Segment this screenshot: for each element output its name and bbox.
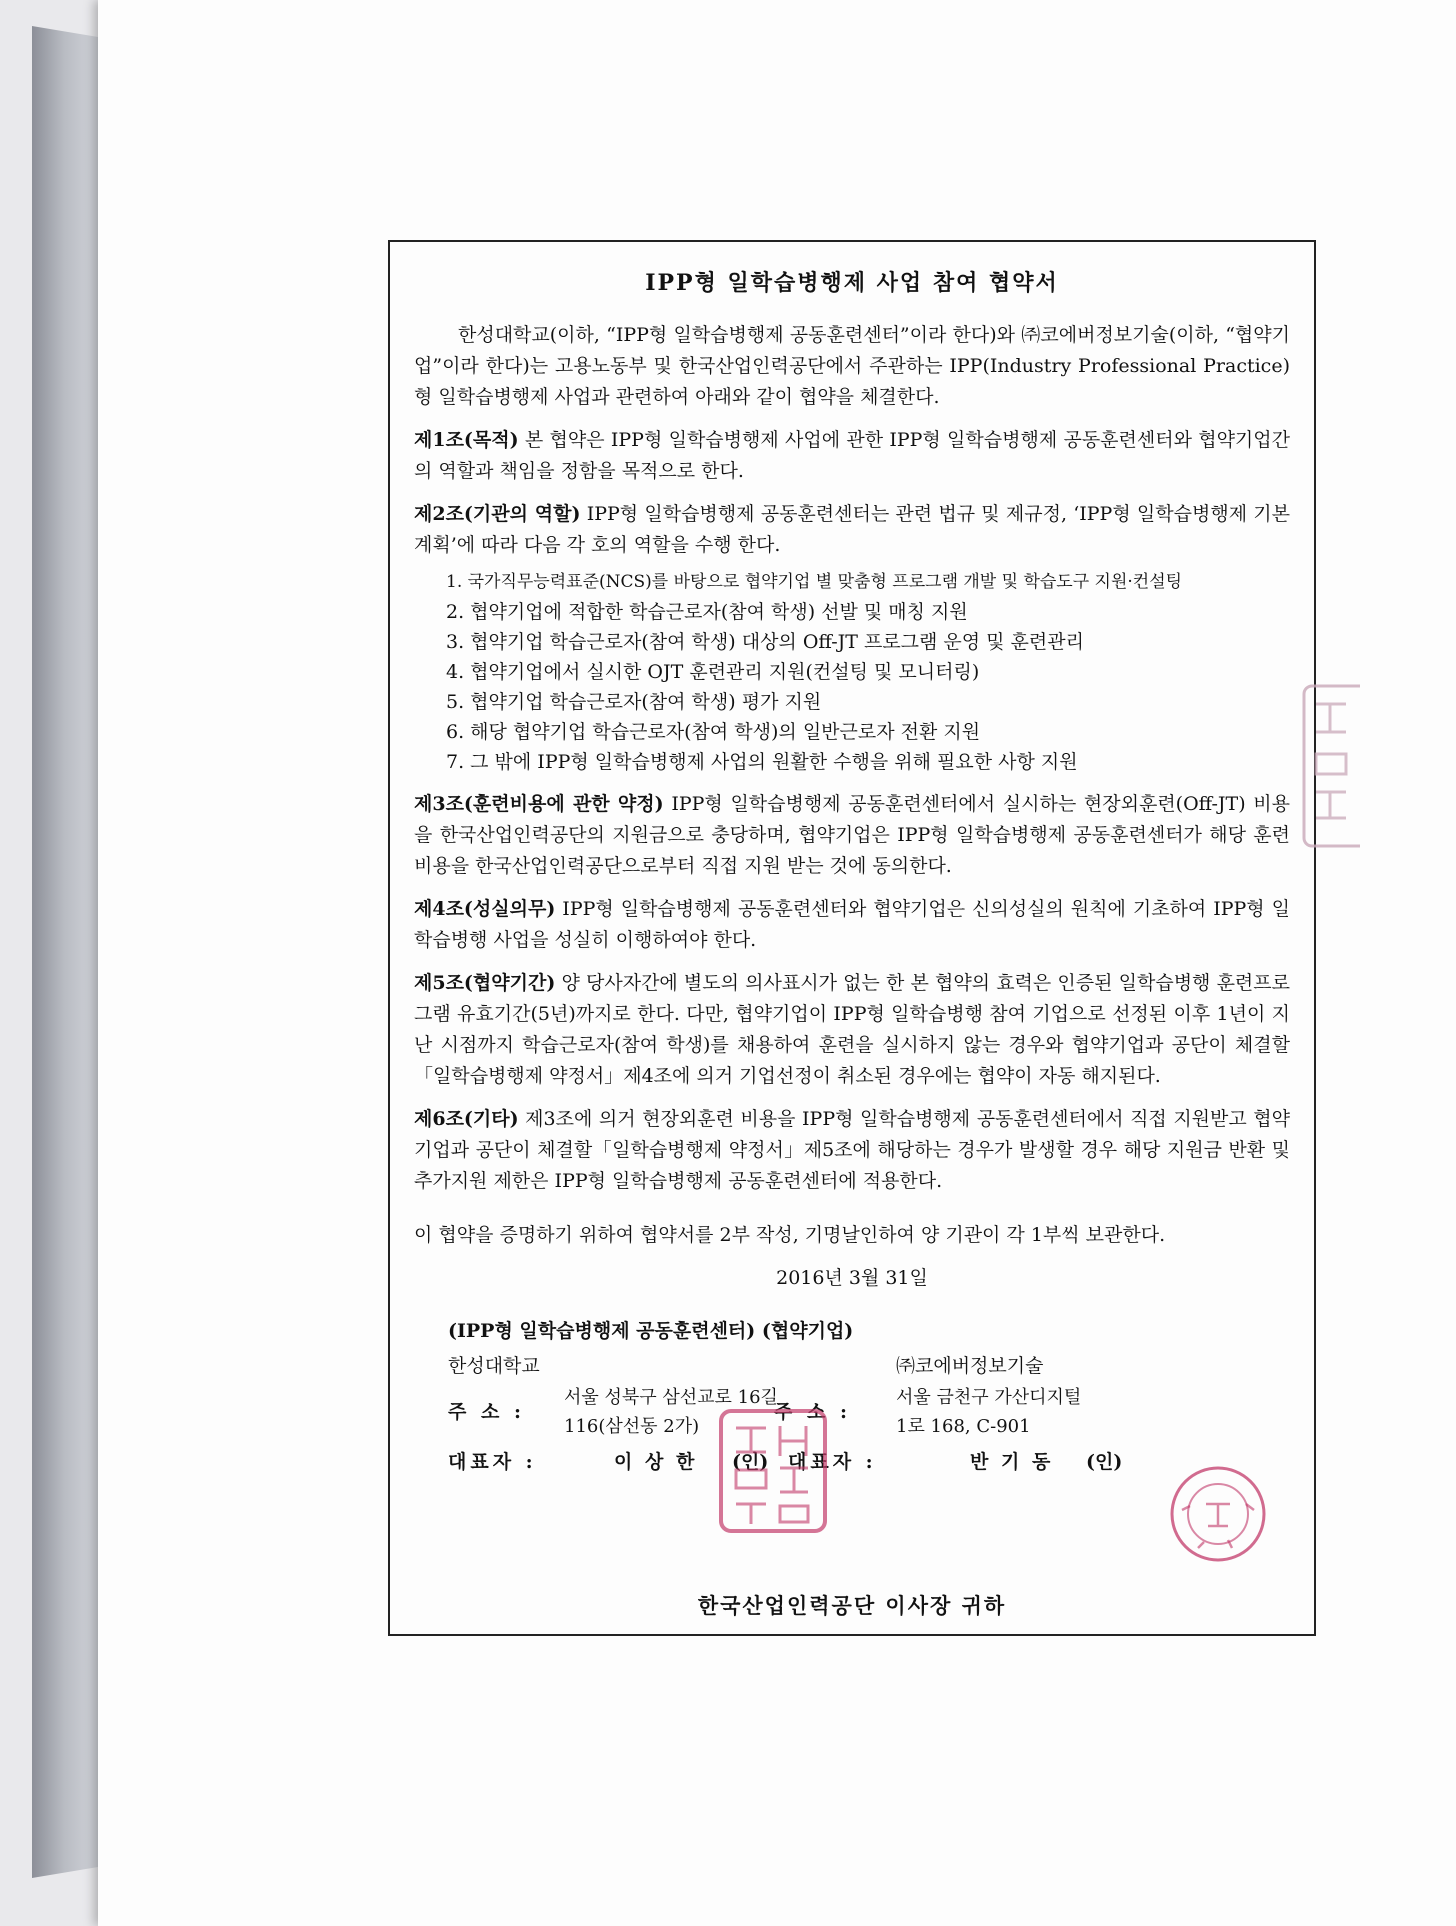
article-2: [414, 499, 1290, 561]
list-item: 5. 협약기업 학습근로자(참여 학생) 평가 지원: [446, 691, 822, 713]
article-heading: 제6조(기타): [414, 1108, 519, 1130]
document-title: IPP형 일학습병행제 사업 참여 협약서: [645, 270, 1059, 296]
address-row: [414, 1383, 1290, 1441]
center-rep-name: 이 상 한: [614, 1451, 698, 1473]
list-item: 1. 국가직무능력표준(NCS)를 바탕으로 협약기업 별 맞춤형 프로그램 개발 및 학습도구 지원·컨설팅: [446, 572, 1183, 592]
article-heading: 제1조(목적): [414, 429, 519, 451]
article-text: 제3조에 의거 현장외훈련 비용을 IPP형 일학습병행제 공동훈련센터에서 직접 지원받고 협약기업과 공단이 체결할「일학습병행제 약정서」제5조에 해당하는 경우가 발생할 경우 해당 지원금 반환 및 추가지원 제한은 IPP형 일학습병행제 공동훈련센터에 적용한다.: [414, 1108, 1290, 1192]
company-name: ㈜코에버정보기술: [896, 1355, 1044, 1377]
company-seal-stamp: [1168, 1464, 1268, 1564]
article-heading: 제3조(훈련비용에 관한 약정): [414, 793, 664, 815]
university-seal-stamp: [718, 1408, 828, 1534]
list-item: 4. 협약기업에서 실시한 OJT 훈련관리 지원(컨설팅 및 모니터링): [446, 661, 980, 683]
article-5: [414, 968, 1290, 1092]
article-text: IPP형 일학습병행제 공동훈련센터에서 실시하는 현장외훈련(Off-JT) 비용을 한국산업인력공단의 지원금으로 충당하며, 협약기업은 IPP형 일학습병행제 공동훈련센터가 해당 훈련비용을 한국산업인력공단으로부터 직접 지원 받는 것에 동의한다.: [414, 793, 1291, 877]
closing-statement: 이 협약을 증명하기 위하여 협약서를 2부 작성, 기명날인하여 양 기관이 각 1부씩 보관한다.: [414, 1224, 1166, 1246]
article-1: [414, 425, 1290, 487]
center-rep-label: 대표자 :: [448, 1451, 537, 1473]
article-text: 양 당사자간에 별도의 의사표시가 없는 한 본 협약의 효력은 인증된 일학습병행 훈련프로그램 유효기간(5년)까지로 한다. 다만, 협약기업이 IPP형 일학습병행 참여 기업으로 선정된 이후 1년이 지난 시점까지 학습근로자(참여 학생)를 채용하여 훈련을 실시하지 않는 경우와 협약기업과 공단이 체결할「일학습병행제 약정서」제4조에 의거 기업선정이 취소된 경우에는 협약이 자동 해지된다.: [414, 972, 1290, 1087]
role-list: [414, 567, 1290, 777]
company-address-line1: 서울 금천구 가산디지털: [896, 1387, 1082, 1408]
list-item: 2. 협약기업에 적합한 학습근로자(참여 학생) 선발 및 매칭 지원: [446, 601, 968, 623]
list-item: 6. 해당 협약기업 학습근로자(참여 학생)의 일반근로자 전환 지원: [446, 721, 981, 743]
company-address: [896, 1383, 1081, 1441]
agreement-date: 2016년 3월 31일: [776, 1267, 928, 1289]
company-seal-mark: (인): [1086, 1451, 1123, 1473]
company-address-line2: 1로 168, C-901: [896, 1416, 1031, 1437]
partial-seal-stamp: [1298, 682, 1360, 852]
center-address-line2: 116(삼선동 2가): [564, 1416, 700, 1437]
company-rep-name: 반 기 동: [970, 1451, 1054, 1473]
book-edge: [32, 26, 104, 1878]
parties-heading: (IPP형 일학습병행제 공동훈련센터) (협약기업): [448, 1320, 854, 1342]
center-seal-mark: (인): [732, 1451, 769, 1473]
agreement-frame: [388, 240, 1316, 1636]
center-address-label: 주 소 :: [448, 1401, 525, 1423]
article-3: [414, 789, 1290, 882]
article-6: [414, 1104, 1290, 1197]
article-text: IPP형 일학습병행제 공동훈련센터와 협약기업은 신의성실의 원칙에 기초하여 IPP형 일학습병행 사업을 성실히 이행하여야 한다.: [414, 898, 1290, 951]
intro-paragraph: 한성대학교(이하, “IPP형 일학습병행제 공동훈련센터”이라 한다)와 ㈜코에버정보기술(이하, “협약기업”이라 한다)는 고용노동부 및 한국산업인력공단에서 주관하는 IPP(Industry Professional Practice)형 일학습병행제 사업과 관련하여 아래와 같이 협약을 체결한다.: [414, 324, 1290, 408]
party-names-row: [414, 1351, 1290, 1383]
recipient-line: 한국산업인력공단 이사장 귀하: [697, 1593, 1007, 1618]
representative-row: [414, 1447, 1290, 1479]
article-text: IPP형 일학습병행제 공동훈련센터는 관련 법규 및 제규정, ‘IPP형 일학습병행제 기본 계획’에 따라 다음 각 호의 역할을 수행 한다.: [414, 503, 1290, 556]
company-address-label: 주 소 :: [774, 1401, 851, 1423]
document-body: [414, 320, 1290, 1479]
article-text: 본 협약은 IPP형 일학습병행제 사업에 관한 IPP형 일학습병행제 공동훈련센터와 협약기업간의 역할과 책임을 정함을 목적으로 한다.: [414, 429, 1290, 482]
list-item: 3. 협약기업 학습근로자(참여 학생) 대상의 Off-JT 프로그램 운영 및 훈련관리: [446, 631, 1084, 653]
article-heading: 제5조(협약기간): [414, 972, 556, 994]
article-heading: 제4조(성실의무): [414, 898, 556, 920]
center-name: 한성대학교: [448, 1355, 540, 1377]
article-heading: 제2조(기관의 역할): [414, 503, 581, 525]
article-4: [414, 894, 1290, 956]
center-address-line1: 서울 성북구 삼선교로 16길: [564, 1387, 778, 1408]
document-page: [98, 0, 1456, 1926]
list-item: 7. 그 밖에 IPP형 일학습병행제 사업의 원활한 수행을 위해 필요한 사항 지원: [446, 751, 1078, 773]
company-rep-label: 대표자 :: [788, 1451, 877, 1473]
